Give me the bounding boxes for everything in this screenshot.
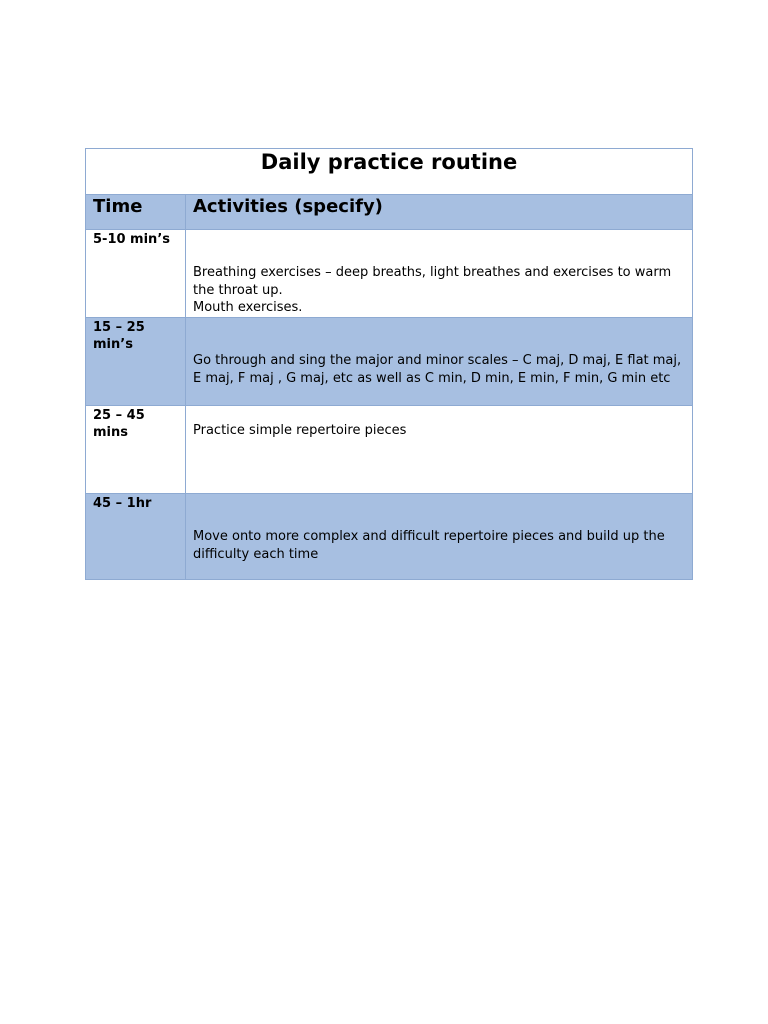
activity-cell — [186, 494, 693, 580]
time-value: 5-10 min’s — [93, 232, 170, 247]
time-cell — [86, 494, 186, 580]
activity-value: Go through and sing the major and minor scales – C maj, D maj, E flat maj, E maj, F maj , G maj, etc as well as C min, D min, E min, F min, G min etc — [193, 353, 682, 386]
activity-value: Breathing exercises – deep breaths, light breathes and exercises to warm the throat up. Mouth exercises. — [193, 265, 672, 315]
table-row — [86, 406, 693, 494]
activities-column-header: Activities (specify) — [186, 195, 693, 230]
time-cell — [86, 318, 186, 406]
activity-cell — [186, 230, 693, 318]
time-cell — [86, 230, 186, 318]
activity-value: Move onto more complex and difficult repertoire pieces and build up the difficulty each time — [193, 529, 665, 562]
table-title: Daily practice routine — [86, 149, 693, 195]
table-row — [86, 318, 693, 406]
time-cell — [86, 406, 186, 494]
time-column-header: Time — [86, 195, 186, 230]
practice-routine-table — [85, 148, 693, 580]
activity-cell — [186, 406, 693, 494]
table-row — [86, 230, 693, 318]
table-header-row — [86, 195, 693, 230]
activity-cell — [186, 318, 693, 406]
time-value: 45 – 1hr — [93, 496, 152, 511]
table-title-row — [86, 149, 693, 195]
table-row — [86, 494, 693, 580]
activity-value: Practice simple repertoire pieces — [193, 423, 407, 438]
time-value: 15 – 25 min’s — [93, 320, 145, 352]
time-value: 25 – 45 mins — [93, 408, 145, 440]
